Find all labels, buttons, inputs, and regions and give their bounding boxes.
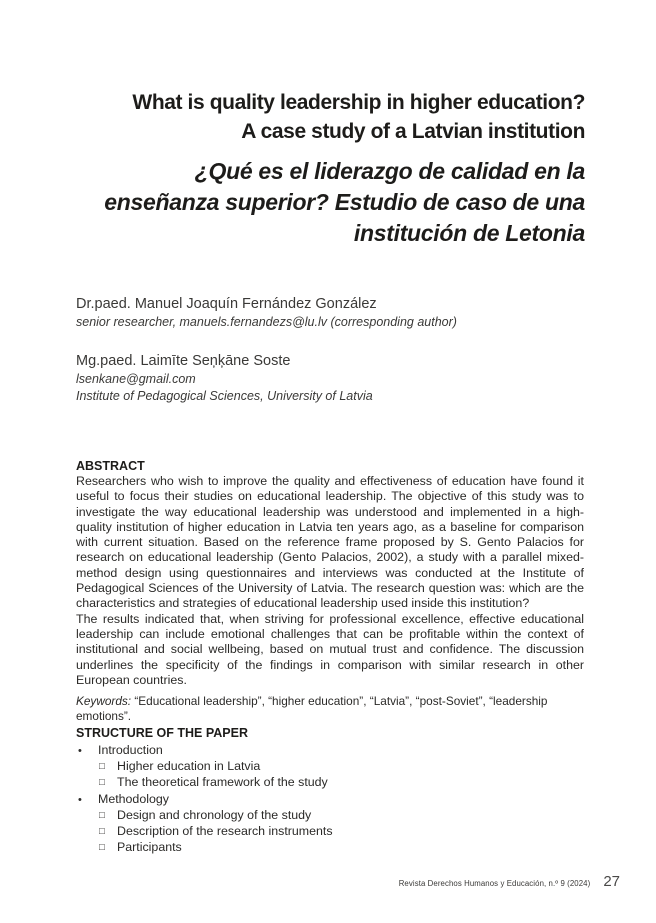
abstract-section (76, 459, 584, 688)
bullet-square-icon: □ (99, 842, 105, 854)
title-spanish-line2: enseñanza superior? Estudio de caso de una (104, 189, 585, 215)
page-title-spanish (40, 156, 585, 249)
page-title-english (40, 88, 585, 146)
abstract-paragraph-1: Researchers who wish to improve the quality and effectiveness of education have found it useful to focus their studies on educational leadership. The objective of this study was to investigate the way educational leadership was understood and implemented in a high-quality institution of higher education in Latvia ten years ago, as a baseline for comparison with current situation. Based on the reference frame proposed by S. Gento Palacios for research on educational leadership (Gento Palacios, 2002), a study with a parallel mixed-method design using questionnaires and interviews was conducted at the Institute of Pedagogical Sciences of the University of Latvia. The research question was: which are the characteristics and strategies of educational leadership used inside this institution? (76, 474, 584, 611)
author-2-name: Mg.paed. Laimīte Seņķāne Soste (76, 353, 291, 369)
list-item-label: Design and chronology of the study (117, 807, 312, 822)
journal-name: Revista Derechos Humanos y Educación, n.º 9 (2024) (398, 879, 591, 888)
bullet-dot-icon: • (78, 793, 82, 806)
abstract-paragraph-2: The results indicated that, when striving for professional excellence, effective educational leadership can include emotional challenges that can be profitable within the context of institutional and social wellbeing, based on mutual trust and confidence. The discussion underlines the specificity of the findings in comparison with similar research in other European countries. (76, 611, 584, 687)
list-item-label: Higher education in Latvia (117, 759, 261, 774)
keywords-label: Keywords: (76, 694, 132, 708)
keywords-line (76, 694, 584, 724)
structure-list (76, 743, 584, 856)
structure-section (76, 726, 584, 856)
list-item (76, 824, 584, 840)
page-footer (399, 873, 620, 890)
author-2-affiliation: Institute of Pedagogical Sciences, University of Latvia (76, 389, 373, 403)
list-item-label: Methodology (98, 791, 169, 806)
list-item (76, 840, 584, 856)
list-item-label: Introduction (98, 743, 163, 757)
list-item-label: Description of the research instruments (117, 824, 333, 839)
title-block (40, 88, 585, 249)
list-item (76, 759, 584, 775)
list-item (76, 743, 584, 759)
author-1 (76, 295, 584, 331)
list-item (76, 775, 584, 791)
title-english-line2: A case study of a Latvian institution (241, 120, 585, 143)
list-item-label: The theoretical framework of the study (117, 775, 328, 790)
author-2 (76, 352, 584, 405)
bullet-square-icon: □ (99, 761, 105, 773)
authors-block (76, 295, 584, 405)
title-spanish-line3: institución de Letonia (353, 220, 585, 246)
structure-heading: STRUCTURE OF THE PAPER (76, 726, 248, 740)
title-english-line1: What is quality leadership in higher education? (132, 91, 585, 114)
bullet-dot-icon: • (78, 745, 82, 757)
abstract-heading: ABSTRACT (76, 459, 145, 473)
list-item (76, 792, 584, 808)
page-number: 27 (603, 873, 620, 890)
keywords-text: “Educational leadership”, “higher education”, “Latvia”, “post-Soviet”, “leadership emotions”. (76, 694, 548, 723)
title-spanish-line1: ¿Qué es el liderazgo de calidad en la (194, 158, 585, 184)
list-item (76, 808, 584, 824)
bullet-square-icon: □ (99, 809, 105, 821)
author-1-affiliation: senior researcher, manuels.fernandezs@lu.lv (corresponding author) (76, 315, 457, 329)
list-item-label: Participants (117, 840, 182, 855)
author-2-email: lsenkane@gmail.com (76, 372, 196, 386)
author-1-name: Dr.paed. Manuel Joaquín Fernández González (76, 296, 377, 312)
bullet-square-icon: □ (99, 826, 105, 838)
bullet-square-icon: □ (99, 777, 105, 789)
